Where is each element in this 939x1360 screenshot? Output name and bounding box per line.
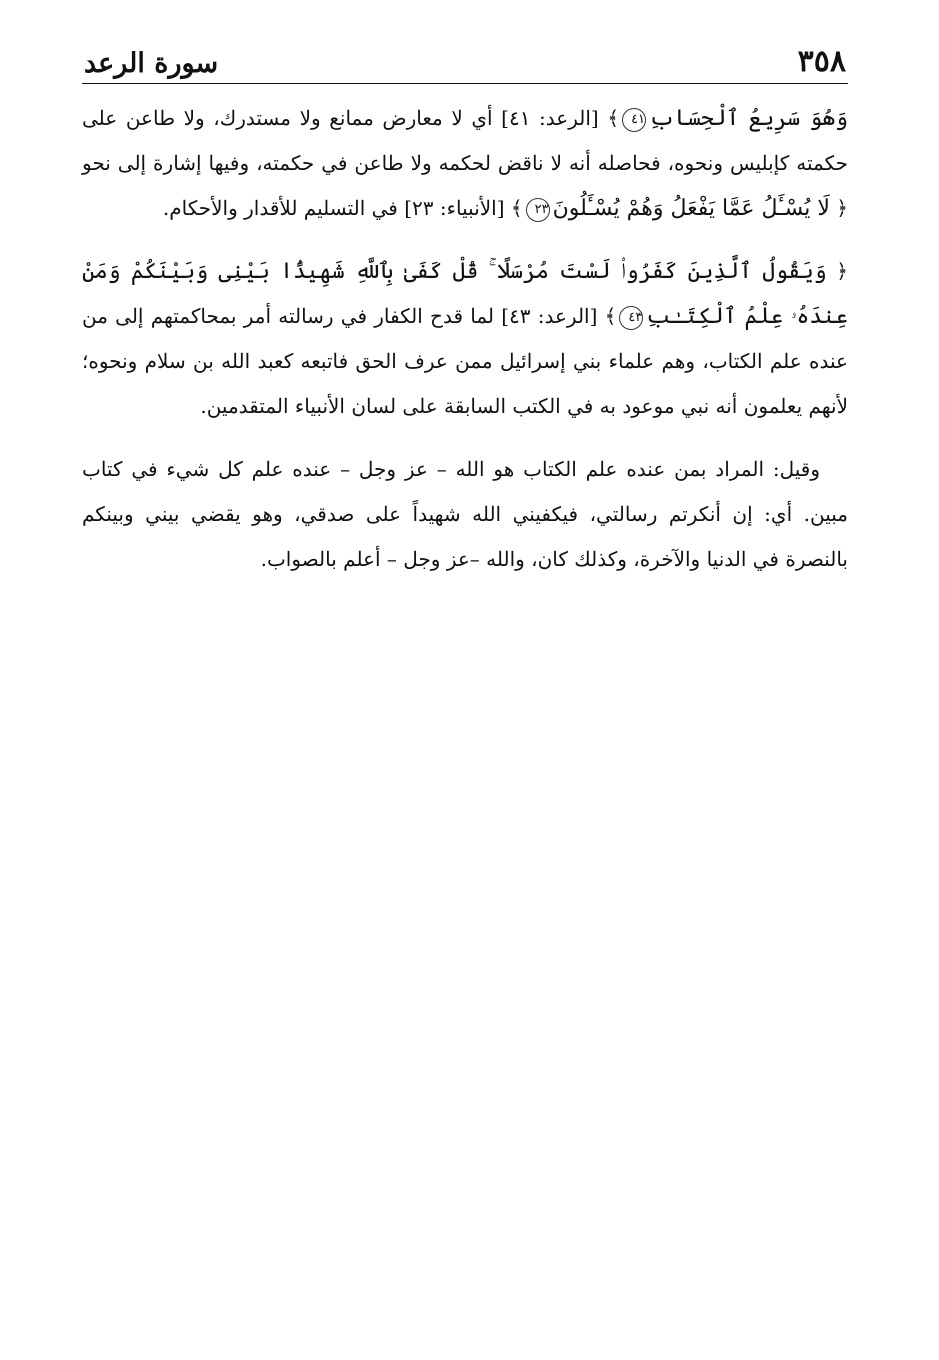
ayah-number-41: ٤١ [622,108,646,132]
document-page [82,30,848,582]
verse-reference-43: [الرعد: ٤٣] [501,304,598,328]
page-number: ٣٥٨ [797,44,846,79]
paragraph-3 [82,447,848,582]
ornate-bracket-open: ﴿ [836,196,848,220]
page-header [82,30,848,84]
ornate-bracket-close: ﴾ [510,196,523,220]
quran-verse-23: لَا يُسْـَٔلُ عَمَّا يَفْعَلُ وَهُمْ يُسْـَٔلُونَ [552,196,830,221]
commentary-text: أي لا معارض ممانع ولا مستدرك، ولا طاعن على حكمته كإبليس ونحوه، فحاصله أنه لا ناقض لحكمه ولا طاعن في حكمته، وفيها إشارة إلى نحو [82,106,848,175]
commentary-text: وقيل: المراد بمن عنده علم الكتاب هو الله – عز وجل – عنده علم كل شيء في كتاب مبين. أي: إن أنكرتم رسالتي، فيكفيني الله شهيداً على صدقي، وهو يقضي بيني وبينكم بالنصرة في الدنيا والآخرة، وكذلك كان، والله –عز وجل – أعلم بالصواب. [82,457,848,571]
commentary-text: في التسليم للأقدار والأحكام. [162,196,398,220]
paragraph-2 [82,249,848,429]
ornate-bracket-open: ﴿ [836,259,849,283]
ayah-number-43: ٤٣ [619,306,643,330]
verse-reference-23: [الأنبياء: ٢٣] [404,196,505,220]
commentary-text: لما قدح الكفار في رسالته أمر بمحاكمتهم إلى من عنده علم الكتاب، وهم علماء بني إسرائيل ممن عرف الحق فاتبعه كعبد الله بن سلام ونحوه؛ لأنهم يعلمون أنه نبي موعود به في الكتب السابقة على لسان الأنبياء المتقدمين. [82,304,848,418]
page-body [82,96,848,582]
paragraph-1 [82,96,848,231]
ornate-bracket-close: ﴾ [607,106,620,130]
quran-verse-41: وَهُوَ سَرِيعُ ٱلْحِسَابِ [649,106,848,131]
verse-reference-41: [الرعد: ٤١] [501,106,599,130]
surah-title: سورة الرعد [84,48,219,79]
ayah-number-23: ٢٣ [526,198,550,222]
ornate-bracket-close: ﴾ [604,304,617,328]
quran-verse-43: وَيَقُولُ ٱلَّذِينَ كَفَرُوا۟ لَسْتَ مُرْسَلًا ۚ قُلْ كَفَىٰ بِٱللَّهِ شَهِيدًۢا بَيْنِى وَبَيْنَكُمْ وَمَنْ عِندَهُۥ عِلْمُ ٱلْكِتَـٰبِ [82,259,849,329]
